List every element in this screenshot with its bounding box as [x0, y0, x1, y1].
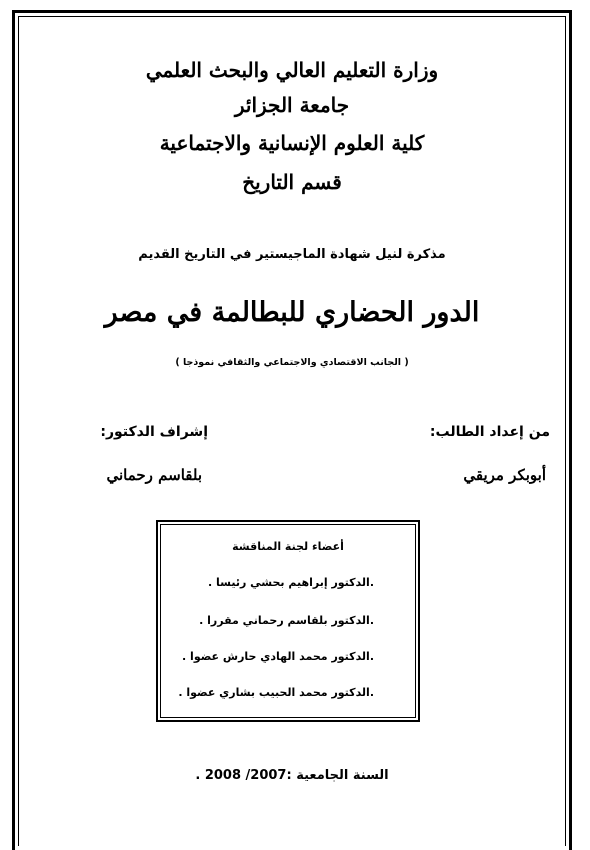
- faculty-heading: كلية العلوم الإنسانية والاجتماعية: [159, 131, 425, 155]
- committee-member: .الدكتور بلقاسم رحماني مقررا .: [199, 614, 374, 627]
- department-heading: قسم التاريخ: [242, 170, 342, 194]
- memo-title: الدور الحضاري للبطالمة في مصر: [104, 297, 480, 328]
- student-name: أبوبكر مريقي: [463, 466, 546, 484]
- degree-line: مذكرة لنيل شهادة الماجيستير في التاريخ القديم: [138, 247, 446, 262]
- supervisor-name: بلقاسم رحماني: [106, 466, 202, 484]
- student-label: من إعداد الطالب:: [429, 424, 550, 440]
- committee-heading: أعضاء لجنة المناقشة: [232, 540, 344, 553]
- committee-member: .الدكتور إبراهيم بحشي رئيسا .: [208, 576, 374, 589]
- ministry-heading: وزارة التعليم العالي والبحث العلمي: [145, 58, 439, 82]
- university-heading: جامعة الجزائر: [234, 93, 350, 117]
- committee-member: .الدكتور محمد الهادي حارش عضوا .: [182, 650, 374, 663]
- academic-year: السنة الجامعية :2007/ 2008 .: [195, 768, 389, 783]
- committee-member: .الدكتور محمد الحبيب بشاري عضوا .: [178, 686, 374, 699]
- supervisor-label: إشراف الدكتور:: [100, 424, 208, 440]
- memo-subtitle: ( الجانب الاقتصادي والاجتماعي والثقافي نموذجا ): [175, 357, 409, 368]
